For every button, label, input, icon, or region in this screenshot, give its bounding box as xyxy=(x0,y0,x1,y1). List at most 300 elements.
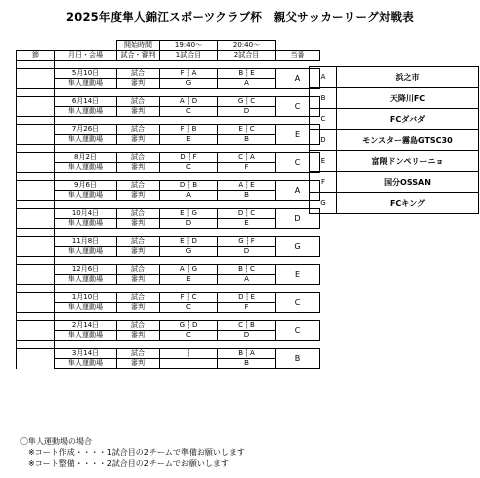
spacer-cell xyxy=(55,313,117,321)
time-slot-2: 20:40～ xyxy=(218,41,276,51)
row-type-referee: 審判 xyxy=(117,219,160,229)
row-type-match: 試合 xyxy=(117,349,160,359)
away-team: C xyxy=(250,209,256,217)
vs-divider: ┆ xyxy=(244,153,249,161)
spacer-row xyxy=(17,201,320,209)
vs-divider: ┆ xyxy=(185,237,191,245)
referee-row xyxy=(17,275,320,285)
home-team: F xyxy=(180,293,185,301)
match-2-pairing xyxy=(218,293,276,303)
row-type-match: 試合 xyxy=(117,125,160,135)
duty-team: E xyxy=(276,265,320,285)
spacer-row xyxy=(17,341,320,349)
away-team: C xyxy=(250,97,256,105)
match-2-referee: B xyxy=(218,359,276,369)
away-team: A xyxy=(191,69,197,77)
home-team: E xyxy=(180,209,185,217)
spacer-cell xyxy=(17,61,55,69)
match-1-pairing xyxy=(160,349,218,359)
round-cell xyxy=(17,237,55,257)
spacer-cell xyxy=(17,285,55,293)
referee-row xyxy=(17,107,320,117)
home-team: D xyxy=(237,209,244,217)
spacer-cell xyxy=(160,229,218,237)
vs-divider: ┆ xyxy=(244,209,249,217)
referee-row xyxy=(17,135,320,145)
start-time-label: 開始時間 xyxy=(117,41,160,51)
away-team: C xyxy=(191,293,197,301)
away-team: E xyxy=(250,293,255,301)
row-type-referee: 審判 xyxy=(117,331,160,341)
home-team: F xyxy=(180,125,185,133)
round-cell xyxy=(17,153,55,173)
duty-team: C xyxy=(276,293,320,313)
spacer-cell xyxy=(218,313,276,321)
fixture-venue: 隼人運動場 xyxy=(55,247,117,257)
row-type-match: 試合 xyxy=(117,181,160,191)
fixture-row xyxy=(17,321,320,331)
fixture-row xyxy=(17,349,320,359)
spacer-cell xyxy=(218,61,276,69)
fixture-venue: 隼人運動場 xyxy=(55,219,117,229)
spacer-cell xyxy=(218,341,276,349)
fixture-venue: 隼人運動場 xyxy=(55,331,117,341)
home-team: B xyxy=(238,349,243,357)
fixture-date: 12月6日 xyxy=(55,265,117,275)
legend-row xyxy=(310,130,479,151)
header-match-referee: 試合・審判 xyxy=(117,51,160,61)
team-name: 天降川FC xyxy=(337,88,479,109)
spacer-cell xyxy=(117,229,160,237)
legend-row xyxy=(310,172,479,193)
home-team: D xyxy=(179,181,186,189)
spacer-row xyxy=(17,117,320,125)
vs-divider: ┆ xyxy=(244,125,249,133)
home-team: D xyxy=(238,293,244,301)
fixture-date: 5月10日 xyxy=(55,69,117,79)
match-1-referee: G xyxy=(160,247,218,257)
match-1-pairing xyxy=(160,181,218,191)
match-2-pairing xyxy=(218,209,276,219)
fixture-venue: 隼人運動場 xyxy=(55,79,117,89)
spacer-row xyxy=(17,285,320,293)
row-type-referee: 審判 xyxy=(117,303,160,313)
fixture-venue: 隼人運動場 xyxy=(55,163,117,173)
match-2-referee: A xyxy=(218,275,276,285)
vs-divider: ┆ xyxy=(244,181,249,189)
round-cell xyxy=(17,209,55,229)
home-team: A xyxy=(179,97,185,105)
row-type-referee: 審判 xyxy=(117,107,160,117)
fixture-row xyxy=(17,209,320,219)
fixture-date: 8月2日 xyxy=(55,153,117,163)
header-match-1: 1試合目 xyxy=(160,51,218,61)
page-title: 2025年度隼人錦江スポーツクラブ杯 親父サッカーリーグ対戦表 xyxy=(66,10,414,24)
fixture-venue: 隼人運動場 xyxy=(55,359,117,369)
spacer-row xyxy=(17,145,320,153)
away-team: F xyxy=(250,237,255,245)
match-1-referee: C xyxy=(160,303,218,313)
spacer-row xyxy=(17,257,320,265)
spacer-cell xyxy=(160,257,218,265)
duty-team: G xyxy=(276,237,320,257)
spacer-cell xyxy=(17,145,55,153)
duty-team: E xyxy=(276,125,320,145)
match-1-pairing xyxy=(160,265,218,275)
column-header-row xyxy=(17,51,320,61)
spacer-cell xyxy=(160,173,218,181)
vs-divider: ┆ xyxy=(186,265,191,273)
row-type-referee: 審判 xyxy=(117,275,160,285)
referee-row xyxy=(17,359,320,369)
row-type-match: 試合 xyxy=(117,153,160,163)
team-code: B xyxy=(310,88,337,109)
away-team: E xyxy=(250,69,255,77)
match-1-referee: A xyxy=(160,191,218,201)
row-type-match: 試合 xyxy=(117,69,160,79)
spacer-cell xyxy=(17,313,55,321)
fixture-venue: 隼人運動場 xyxy=(55,107,117,117)
away-team: B xyxy=(191,125,197,133)
round-cell xyxy=(17,321,55,341)
vs-divider: ┆ xyxy=(245,237,250,245)
spacer-cell xyxy=(160,201,218,209)
match-2-referee: D xyxy=(218,107,276,117)
spacer-cell xyxy=(17,89,55,97)
fixture-row xyxy=(17,181,320,191)
duty-team: B xyxy=(276,349,320,369)
spacer-cell xyxy=(55,61,117,69)
spacer-cell xyxy=(117,145,160,153)
match-1-pairing xyxy=(160,69,218,79)
home-team: G xyxy=(237,97,244,105)
vs-divider: ┆ xyxy=(244,293,250,301)
match-2-pairing xyxy=(218,97,276,107)
referee-row xyxy=(17,331,320,341)
fixture-row xyxy=(17,265,320,275)
spacer-cell xyxy=(276,313,320,321)
team-name: FCキング xyxy=(337,193,479,214)
away-team: B xyxy=(192,181,198,189)
row-type-match: 試合 xyxy=(117,321,160,331)
vs-divider: ┆ xyxy=(187,153,192,161)
spacer-cell xyxy=(218,229,276,237)
team-legend-table xyxy=(309,66,479,214)
spacer-cell xyxy=(55,201,117,209)
home-team: B xyxy=(238,69,244,77)
spacer-cell xyxy=(276,229,320,237)
fixture-row xyxy=(17,69,320,79)
spacer-cell xyxy=(160,145,218,153)
fixture-date: 11月8日 xyxy=(55,237,117,247)
spacer-cell xyxy=(218,201,276,209)
spacer-row xyxy=(17,61,320,69)
spacer-cell xyxy=(17,201,55,209)
row-type-referee: 審判 xyxy=(117,359,160,369)
row-type-match: 試合 xyxy=(117,97,160,107)
fixture-row xyxy=(17,153,320,163)
team-name: FCダバダ xyxy=(337,109,479,130)
match-1-pairing xyxy=(160,97,218,107)
spacer-cell xyxy=(160,313,218,321)
vs-divider: ┆ xyxy=(186,69,191,77)
away-team: D xyxy=(191,237,197,245)
notes-heading: 〇隼人運動場の場合 xyxy=(20,437,92,446)
vs-divider: ┆ xyxy=(185,209,191,217)
team-name: 富隈ドンペリーニョ xyxy=(337,151,479,172)
match-1-pairing xyxy=(160,125,218,135)
duty-team: D xyxy=(276,209,320,229)
header-match-2: 2試合目 xyxy=(218,51,276,61)
round-cell xyxy=(17,69,55,89)
team-code: G xyxy=(310,193,337,214)
header-date-venue: 月日・会場 xyxy=(55,51,117,61)
away-team: D xyxy=(191,97,198,105)
team-code: F xyxy=(310,172,337,193)
legend-row xyxy=(310,109,479,130)
spacer-cell xyxy=(55,117,117,125)
away-team: G xyxy=(191,209,197,217)
spacer-cell xyxy=(17,341,55,349)
start-time-row xyxy=(17,41,320,51)
match-2-referee: F xyxy=(218,303,276,313)
spacer-cell xyxy=(160,341,218,349)
match-2-pairing xyxy=(218,125,276,135)
legend-row xyxy=(310,193,479,214)
vs-divider: ┆ xyxy=(244,321,249,329)
team-code: C xyxy=(310,109,337,130)
spacer-cell xyxy=(117,117,160,125)
home-team: F xyxy=(180,69,185,77)
match-1-referee xyxy=(160,359,218,369)
spacer-cell xyxy=(117,89,160,97)
home-team: A xyxy=(179,265,185,273)
away-team: B xyxy=(250,321,255,329)
notes-line-2: ※コート整備・・・・2試合目の2チームでお願いします xyxy=(28,459,229,468)
fixture-venue: 隼人運動場 xyxy=(55,135,117,145)
fixture-venue: 隼人運動場 xyxy=(55,275,117,285)
away-team: F xyxy=(192,153,197,161)
spacer-cell xyxy=(117,61,160,69)
row-type-referee: 審判 xyxy=(117,79,160,89)
home-team: E xyxy=(180,237,185,245)
match-2-referee: A xyxy=(218,79,276,89)
fixture-date: 10月4日 xyxy=(55,209,117,219)
referee-row xyxy=(17,191,320,201)
time-slot-1: 19:40～ xyxy=(160,41,218,51)
fixture-venue: 隼人運動場 xyxy=(55,191,117,201)
spacer-cell xyxy=(17,229,55,237)
notes xyxy=(20,436,245,469)
vs-divider: ┆ xyxy=(186,97,191,105)
spacer-row xyxy=(17,229,320,237)
row-type-match: 試合 xyxy=(117,293,160,303)
team-name: 国分OSSAN xyxy=(337,172,479,193)
vs-divider: ┆ xyxy=(186,321,191,329)
spacer-cell xyxy=(218,145,276,153)
spacer-cell xyxy=(117,313,160,321)
spacer-cell xyxy=(276,341,320,349)
fixture-date: 1月10日 xyxy=(55,293,117,303)
spacer-cell xyxy=(276,285,320,293)
vs-divider: ┆ xyxy=(186,349,191,357)
match-1-referee: D xyxy=(160,219,218,229)
spacer-cell xyxy=(55,89,117,97)
spacer-row xyxy=(17,89,320,97)
spacer-cell xyxy=(55,257,117,265)
referee-row xyxy=(17,163,320,173)
vs-divider: ┆ xyxy=(244,265,249,273)
header-round: 節 xyxy=(17,51,55,61)
team-name: モンスター霧島GTSC30 xyxy=(337,130,479,151)
match-1-referee: E xyxy=(160,135,218,145)
round-cell xyxy=(17,293,55,313)
away-team: A xyxy=(250,153,255,161)
home-team: B xyxy=(238,265,243,273)
match-1-referee: C xyxy=(160,107,218,117)
vs-divider: ┆ xyxy=(186,125,191,133)
notes-line-1: ※コート作成・・・・1試合目の2チームで準備お願いします xyxy=(28,448,245,457)
fixture-row xyxy=(17,125,320,135)
round-cell xyxy=(17,97,55,117)
vs-divider: ┆ xyxy=(244,349,249,357)
vs-divider: ┆ xyxy=(244,97,249,105)
spacer-cell xyxy=(55,145,117,153)
home-team: E xyxy=(238,125,243,133)
schedule-table xyxy=(16,40,320,369)
away-team: A xyxy=(250,349,255,357)
row-type-referee: 審判 xyxy=(117,163,160,173)
match-1-pairing xyxy=(160,209,218,219)
header-duty: 当番 xyxy=(276,51,320,61)
legend-row xyxy=(310,151,479,172)
round-cell xyxy=(17,181,55,201)
fixture-row xyxy=(17,237,320,247)
referee-row xyxy=(17,247,320,257)
round-cell xyxy=(17,125,55,145)
spacer-cell xyxy=(55,285,117,293)
spacer-cell xyxy=(218,173,276,181)
away-team: C xyxy=(249,265,255,273)
match-2-referee: F xyxy=(218,163,276,173)
spacer-cell xyxy=(117,201,160,209)
match-2-pairing xyxy=(218,153,276,163)
match-1-referee: C xyxy=(160,163,218,173)
fixture-row xyxy=(17,97,320,107)
spacer-row xyxy=(17,173,320,181)
match-2-referee: D xyxy=(218,247,276,257)
spacer-cell xyxy=(160,285,218,293)
spacer-cell xyxy=(218,117,276,125)
match-2-pairing xyxy=(218,349,276,359)
fixture-venue: 隼人運動場 xyxy=(55,303,117,313)
referee-row xyxy=(17,79,320,89)
team-name: 浜之市 xyxy=(337,67,479,88)
spacer-cell xyxy=(55,229,117,237)
spacer-cell xyxy=(55,341,117,349)
fixture-date: 6月14日 xyxy=(55,97,117,107)
home-team: C xyxy=(238,153,244,161)
duty-team: A xyxy=(276,69,320,89)
duty-team: A xyxy=(276,181,320,201)
spacer-cell xyxy=(218,285,276,293)
spacer-cell xyxy=(117,173,160,181)
row-type-referee: 審判 xyxy=(117,135,160,145)
home-team: G xyxy=(238,237,244,245)
fixture-date: 3月14日 xyxy=(55,349,117,359)
match-2-referee: D xyxy=(218,331,276,341)
away-team: E xyxy=(250,181,255,189)
spacer-cell xyxy=(160,117,218,125)
home-team: A xyxy=(238,181,244,189)
spacer-cell xyxy=(276,257,320,265)
vs-divider: ┆ xyxy=(186,181,191,189)
match-1-referee: C xyxy=(160,331,218,341)
legend-row xyxy=(310,88,479,109)
fixture-row xyxy=(17,293,320,303)
match-2-pairing xyxy=(218,265,276,275)
fixture-date: 2月14日 xyxy=(55,321,117,331)
away-team: D xyxy=(192,321,198,329)
row-type-referee: 審判 xyxy=(117,191,160,201)
spacer-cell xyxy=(17,173,55,181)
team-code: D xyxy=(310,130,337,151)
round-cell xyxy=(17,349,55,369)
row-type-match: 試合 xyxy=(117,237,160,247)
legend-row xyxy=(310,67,479,88)
vs-divider: ┆ xyxy=(244,69,249,77)
row-type-match: 試合 xyxy=(117,209,160,219)
match-1-pairing xyxy=(160,293,218,303)
spacer-cell xyxy=(218,257,276,265)
match-1-pairing xyxy=(160,153,218,163)
row-type-match: 試合 xyxy=(117,265,160,275)
duty-team: C xyxy=(276,97,320,117)
home-team: G xyxy=(179,321,186,329)
referee-row xyxy=(17,303,320,313)
match-2-pairing xyxy=(218,237,276,247)
spacer-cell xyxy=(117,257,160,265)
vs-divider: ┆ xyxy=(185,293,191,301)
fixture-date: 7月26日 xyxy=(55,125,117,135)
spacer-cell xyxy=(160,89,218,97)
team-code: A xyxy=(310,67,337,88)
referee-row xyxy=(17,219,320,229)
match-2-referee: B xyxy=(218,191,276,201)
match-1-pairing xyxy=(160,321,218,331)
match-2-pairing xyxy=(218,321,276,331)
spacer-cell xyxy=(55,173,117,181)
match-1-referee: E xyxy=(160,275,218,285)
round-cell xyxy=(17,265,55,285)
home-team: D xyxy=(180,153,186,161)
spacer-cell xyxy=(17,257,55,265)
match-1-pairing xyxy=(160,237,218,247)
home-team: C xyxy=(238,321,244,329)
match-2-pairing xyxy=(218,181,276,191)
duty-team: C xyxy=(276,153,320,173)
match-1-referee: G xyxy=(160,79,218,89)
team-code: E xyxy=(310,151,337,172)
spacer-cell xyxy=(17,117,55,125)
duty-team: C xyxy=(276,321,320,341)
match-2-referee: E xyxy=(218,219,276,229)
row-type-referee: 審判 xyxy=(117,247,160,257)
fixture-date: 9月6日 xyxy=(55,181,117,191)
away-team: C xyxy=(249,125,255,133)
spacer-cell xyxy=(218,89,276,97)
match-2-pairing xyxy=(218,69,276,79)
